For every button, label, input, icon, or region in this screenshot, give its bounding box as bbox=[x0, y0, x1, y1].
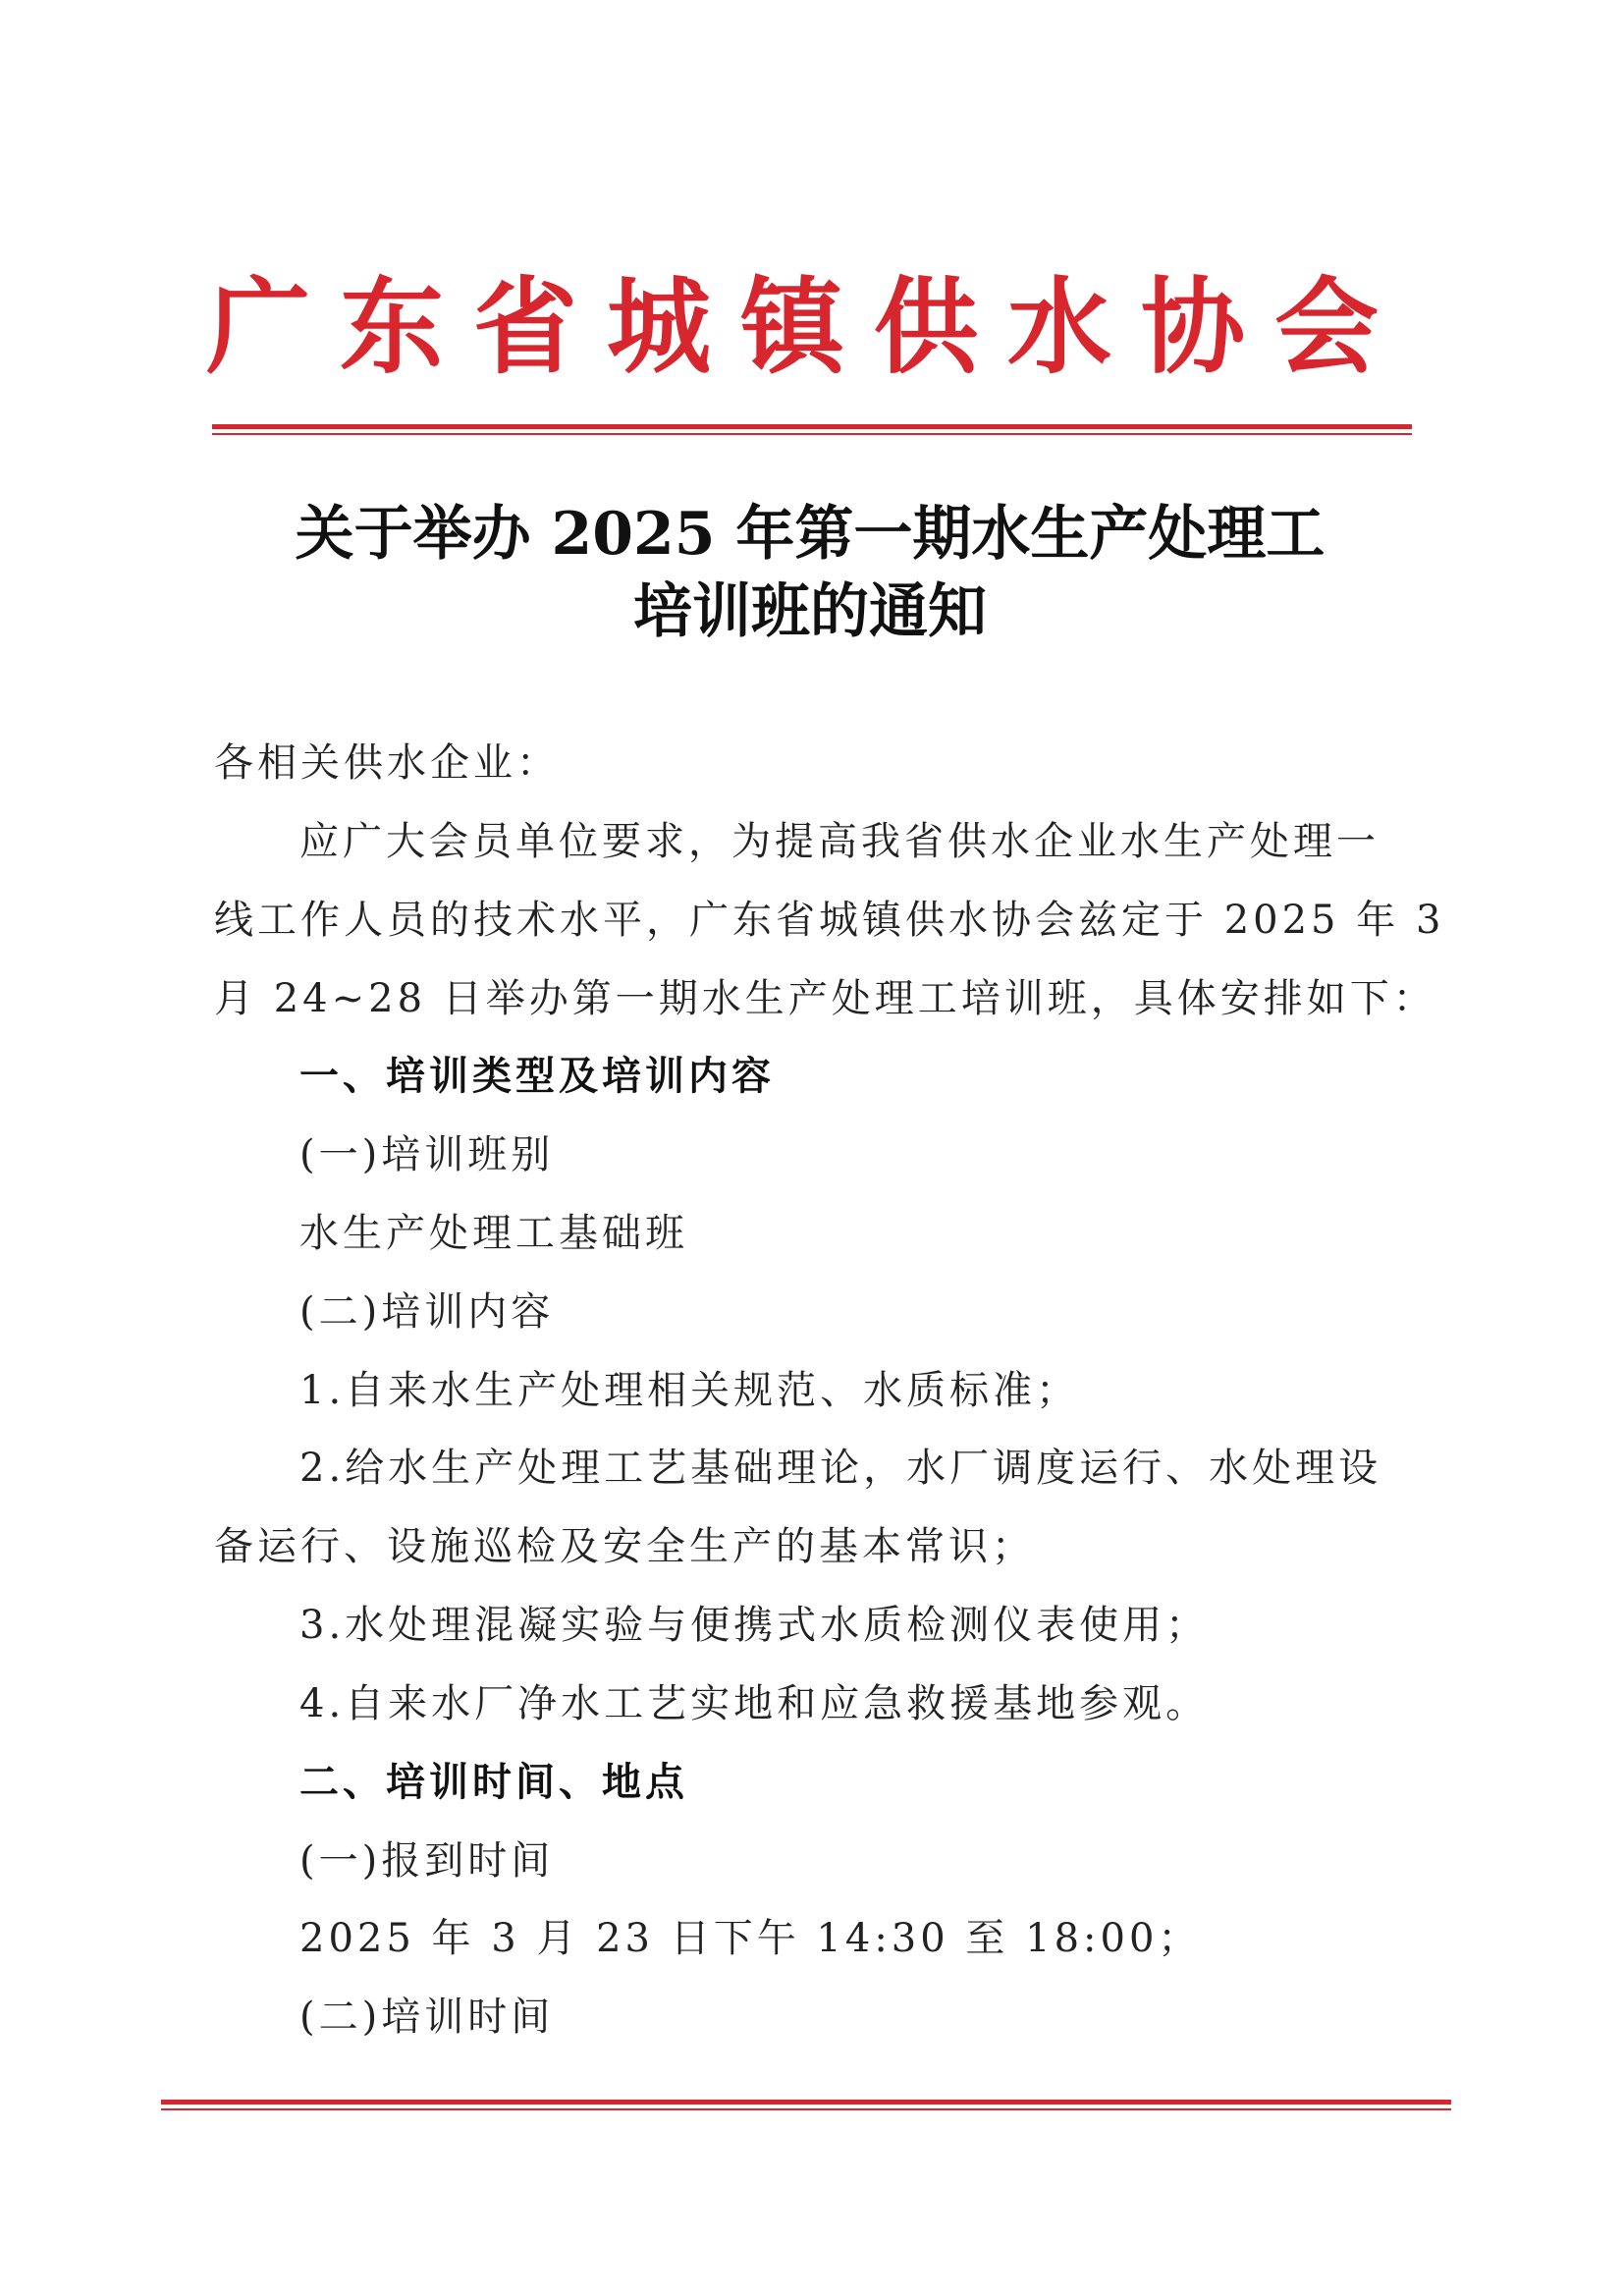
section-2-sub-1-heading: (一)报到时间 bbox=[299, 1838, 555, 1884]
section-2-heading: 二、培训时间、地点 bbox=[299, 1759, 688, 1805]
section-1-sub-1-heading: (一)培训班别 bbox=[299, 1132, 555, 1177]
salutation: 各相关供水企业： bbox=[214, 740, 560, 786]
document-title-line-2: 培训班的通知 bbox=[633, 577, 987, 646]
intro-line-3: 月 24~28 日举办第一期水生产处理工培训班，具体安排如下： bbox=[214, 976, 1436, 1021]
section-2-sub-2-heading: (二)培训时间 bbox=[299, 1995, 555, 2040]
section-1-sub-1-text: 水生产处理工基础班 bbox=[299, 1211, 688, 1256]
content-item-3: 3.水处理混凝实验与便携式水质检测仪表使用； bbox=[299, 1603, 1210, 1648]
masthead-org-name: 广东省城镇供水协会 bbox=[206, 265, 1408, 388]
document-title-line-1: 关于举办 2025 年第一期水生产处理工 bbox=[295, 500, 1325, 569]
section-2-sub-1-text: 2025 年 3 月 23 日下午 14:30 至 18:00； bbox=[299, 1916, 1202, 1961]
masthead-divider bbox=[212, 424, 1412, 436]
content-item-2: 2.给水生产处理工艺基础理论，水厂调度运行、水处理设 bbox=[299, 1446, 1382, 1491]
divider-thick-line bbox=[161, 2100, 1451, 2105]
footer-divider bbox=[161, 2100, 1451, 2111]
section-1-heading: 一、培训类型及培训内容 bbox=[299, 1053, 775, 1099]
divider-thin-line bbox=[212, 433, 1412, 435]
intro-line-1: 应广大会员单位要求，为提高我省供水企业水生产处理一 bbox=[299, 819, 1380, 864]
content-item-2-continued: 备运行、设施巡检及安全生产的基本常识； bbox=[214, 1524, 1035, 1569]
section-1-sub-2-heading: (二)培训内容 bbox=[299, 1289, 555, 1335]
divider-thick-line bbox=[212, 424, 1412, 429]
content-item-1: 1.自来水生产处理相关规范、水质标准； bbox=[299, 1368, 1080, 1413]
content-item-4: 4.自来水厂净水工艺实地和应急救援基地参观。 bbox=[299, 1681, 1210, 1726]
intro-line-2: 线工作人员的技术水平，广东省城镇供水协会兹定于 2025 年 3 bbox=[214, 898, 1445, 943]
divider-thin-line bbox=[161, 2108, 1451, 2110]
